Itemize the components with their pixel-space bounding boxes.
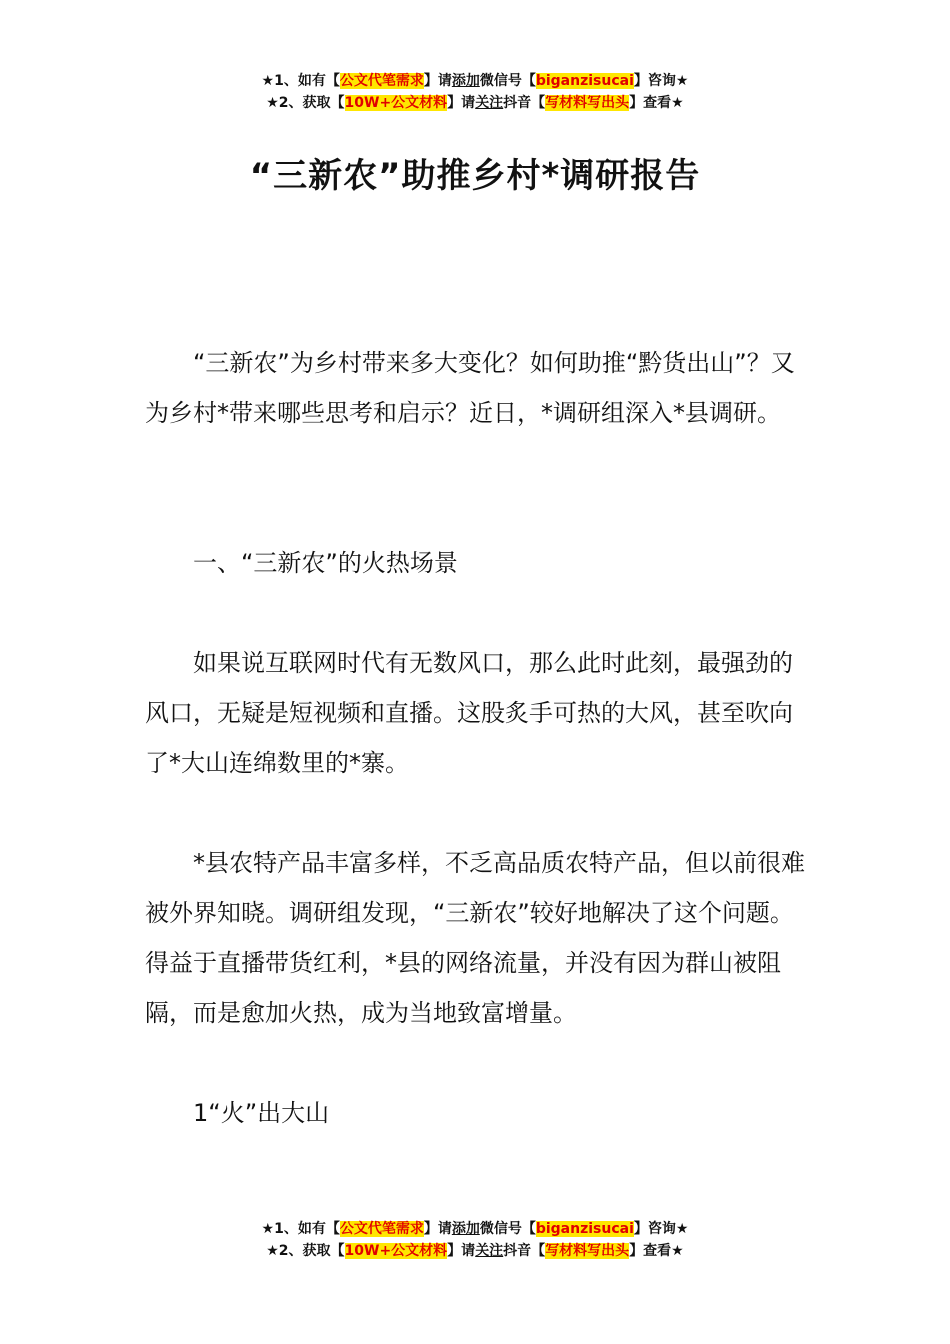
banner-wechat-id: biganzisucai bbox=[535, 1221, 634, 1237]
heading-text: 一、“三新农”的火热场景 bbox=[193, 549, 458, 577]
banner-text: ★1、如有【 bbox=[261, 1221, 340, 1237]
banner-underline: 关注 bbox=[475, 95, 504, 111]
banner-text: 】咨询★ bbox=[633, 1221, 689, 1237]
banner-line-2 bbox=[0, 92, 950, 114]
paragraph-3 bbox=[145, 838, 810, 1038]
banner-text: ★1、如有【 bbox=[261, 73, 340, 89]
banner-text: 】查看★ bbox=[629, 1243, 684, 1259]
banner-highlight: 写材料写出头 bbox=[545, 1243, 630, 1259]
banner-text: 微信号【 bbox=[479, 73, 536, 89]
banner-text: 】请 bbox=[447, 1243, 476, 1259]
banner-text: 】查看★ bbox=[629, 95, 684, 111]
banner-highlight: 10W+公文材料 bbox=[344, 95, 448, 111]
banner-line-1 bbox=[0, 70, 950, 92]
banner-highlight: 10W+公文材料 bbox=[344, 1243, 448, 1259]
banner-text: ★2、获取【 bbox=[266, 95, 345, 111]
banner-text: ★2、获取【 bbox=[266, 1243, 345, 1259]
heading-text: 1“火”出大山 bbox=[193, 1099, 330, 1127]
paragraph-text: 如果说互联网时代有无数风口，那么此时此刻，最强劲的风口，无疑是短视频和直播。这股炙手可热的大风，甚至吹向了*大山连绵数里的*寨。 bbox=[145, 649, 793, 777]
banner-highlight: 公文代笔需求 bbox=[339, 73, 424, 89]
section-heading-1 bbox=[145, 538, 810, 588]
subsection-heading-1 bbox=[145, 1088, 810, 1138]
banner-line-1 bbox=[0, 1218, 950, 1240]
document-title: “三新农”助推乡村*调研报告 bbox=[249, 156, 701, 196]
paragraph-2 bbox=[145, 638, 810, 788]
paragraph-text: *县农特产品丰富多样，不乏高品质农特产品，但以前很难被外界知晓。调研组发现，“三新农”较好地解决了这个问题。得益于直播带货红利，*县的网络流量，并没有因为群山被阻隔，而是愈加火热，成为当地致富增量。 bbox=[145, 849, 805, 1027]
banner-text: 】请 bbox=[447, 95, 476, 111]
banner-highlight: 写材料写出头 bbox=[545, 95, 630, 111]
banner-wechat-id: biganzisucai bbox=[535, 73, 634, 89]
paragraph-text: “三新农”为乡村带来多大变化？如何助推“黔货出山”？又为乡村*带来哪些思考和启示？近日，*调研组深入*县调研。 bbox=[145, 349, 795, 427]
paragraph-intro bbox=[145, 338, 810, 438]
banner-text: 】请 bbox=[423, 1221, 452, 1237]
banner-text: 】请 bbox=[423, 73, 452, 89]
banner-line-2 bbox=[0, 1240, 950, 1262]
banner-text: 微信号【 bbox=[479, 1221, 536, 1237]
banner-underline: 添加 bbox=[451, 1221, 480, 1237]
banner-text: 】咨询★ bbox=[633, 73, 689, 89]
banner-underline: 关注 bbox=[475, 1243, 504, 1259]
banner-text: 抖音【 bbox=[503, 1243, 546, 1259]
banner-highlight: 公文代笔需求 bbox=[339, 1221, 424, 1237]
footer-banner bbox=[0, 1218, 950, 1262]
banner-text: 抖音【 bbox=[503, 95, 546, 111]
header-banner bbox=[0, 70, 950, 114]
banner-underline: 添加 bbox=[451, 73, 480, 89]
